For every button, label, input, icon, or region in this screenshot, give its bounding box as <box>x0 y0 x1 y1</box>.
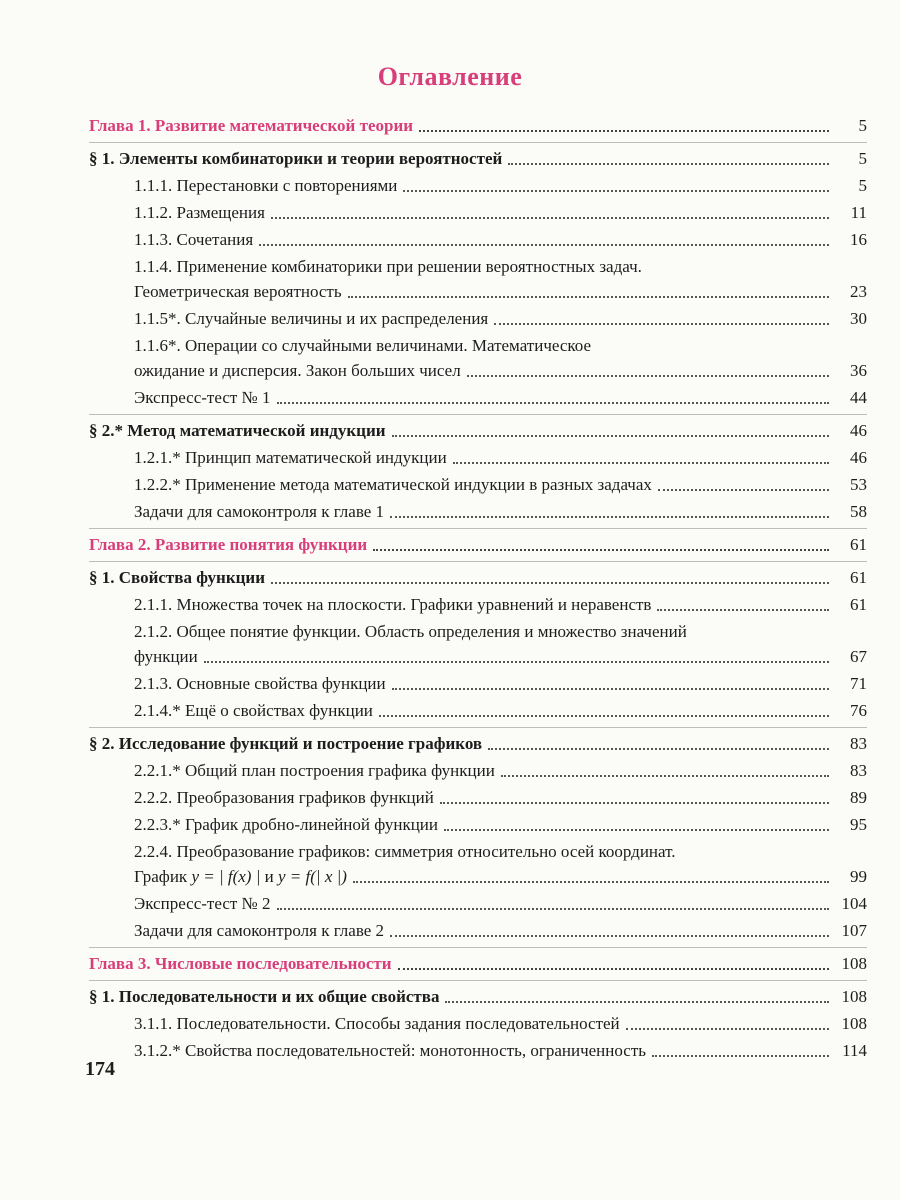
toc-page-number: 46 <box>850 448 867 467</box>
toc-page-number: 61 <box>850 568 867 587</box>
toc-section-1-1[interactable] <box>89 146 867 171</box>
toc-entry-text: 1.1.4. Применение комбинаторики при решении вероятностных задач. <box>134 257 642 276</box>
toc-page-number: 46 <box>850 421 867 440</box>
toc-entry-text: Экспресс-тест № 2 <box>134 894 271 913</box>
toc-item-2-2-4[interactable] <box>89 864 867 889</box>
toc-entry-text: 1.1.5*. Случайные величины и их распределения <box>134 309 489 328</box>
table-of-contents <box>89 113 867 1063</box>
toc-item-2-1-2[interactable] <box>89 644 867 669</box>
toc-entry-text: 1.1.1. Перестановки с повторениями <box>134 176 398 195</box>
toc-entry-text: 2.2.2. Преобразования графиков функций <box>134 788 434 807</box>
toc-entry-text: Экспресс-тест № 1 <box>134 388 271 407</box>
toc-page-number: 108 <box>841 987 867 1006</box>
conjunction: и <box>264 867 274 886</box>
dot-leader <box>277 402 829 404</box>
dot-leader <box>652 1055 829 1057</box>
toc-page-number: 95 <box>850 815 867 834</box>
toc-page-number: 83 <box>850 734 867 753</box>
toc-entry-text: 2.1.4.* Ещё о свойствах функции <box>134 701 373 720</box>
dot-leader <box>271 217 829 219</box>
toc-entry-text: § 1. Последовательности и их общие свойства <box>89 987 440 1006</box>
dot-leader <box>445 1001 829 1003</box>
toc-item-2-2-4-line1[interactable] <box>89 839 867 864</box>
toc-entry-text: § 2. Исследование функций и построение графиков <box>89 734 483 753</box>
toc-section-2-1[interactable] <box>89 565 867 590</box>
toc-page-number: 114 <box>842 1041 867 1060</box>
toc-entry-text: 2.1.3. Основные свойства функции <box>134 674 386 693</box>
dot-leader <box>657 609 829 611</box>
dot-leader <box>204 661 829 663</box>
toc-entry-text: Геометрическая вероятность <box>134 282 342 301</box>
toc-entry-text: 2.2.4. Преобразование графиков: симметрия относительно осей координат. <box>134 842 676 861</box>
divider <box>89 561 867 562</box>
toc-entry-text: Задачи для самоконтроля к главе 1 <box>134 502 385 521</box>
dot-leader <box>373 549 829 551</box>
toc-entry-text: 1.2.2.* Применение метода математической индукции в разных задачах <box>134 475 652 494</box>
toc-item-2-1-1[interactable] <box>89 592 867 617</box>
page-number: 174 <box>85 1058 115 1080</box>
toc-entry-text: 2.2.1.* Общий план построения графика функции <box>134 761 495 780</box>
toc-page-number: 107 <box>841 921 867 940</box>
divider <box>89 528 867 529</box>
toc-entry-text: ожидание и дисперсия. Закон больших чисел <box>134 361 461 380</box>
toc-page-number: 108 <box>841 954 867 973</box>
toc-item-2-1-4[interactable] <box>89 698 867 723</box>
toc-item-2-2-3[interactable] <box>89 812 867 837</box>
toc-express-test-1[interactable] <box>89 385 867 410</box>
toc-page-number: 89 <box>850 788 867 807</box>
toc-item-3-1-1[interactable] <box>89 1011 867 1036</box>
toc-page-number: 5 <box>858 116 867 135</box>
divider <box>89 727 867 728</box>
toc-entry-text: Глава 1. Развитие математической теории <box>89 116 414 135</box>
toc-page-number: 104 <box>841 894 867 913</box>
dot-leader <box>453 462 829 464</box>
divider <box>89 947 867 948</box>
toc-page-number: 5 <box>858 149 867 168</box>
toc-page-number: 83 <box>850 761 867 780</box>
dot-leader <box>392 435 829 437</box>
toc-entry-text: 1.1.6*. Операции со случайными величинами. Математическое <box>134 336 592 355</box>
toc-entry-text: Глава 3. Числовые последовательности <box>89 954 392 973</box>
dot-leader <box>494 323 829 325</box>
toc-entry-text: функции <box>134 647 198 666</box>
toc-entry-text <box>134 864 347 889</box>
toc-entry-text: 3.1.1. Последовательности. Способы задания последовательностей <box>134 1014 620 1033</box>
toc-entry-text: 2.1.2. Общее понятие функции. Область определения и множество значений <box>134 622 687 641</box>
dot-leader <box>444 829 829 831</box>
toc-item-1-1-4-line1[interactable] <box>89 254 867 279</box>
toc-page-number: 76 <box>850 701 867 720</box>
dot-leader <box>398 968 829 970</box>
toc-page-number: 5 <box>858 176 867 195</box>
toc-page-number: 44 <box>850 388 867 407</box>
toc-item-1-1-1[interactable] <box>89 173 867 198</box>
dot-leader <box>658 489 829 491</box>
dot-leader <box>392 688 829 690</box>
dot-leader <box>277 908 829 910</box>
toc-page-number: 16 <box>850 230 867 249</box>
toc-item-1-1-3[interactable] <box>89 227 867 252</box>
dot-leader <box>403 190 829 192</box>
divider <box>89 142 867 143</box>
dot-leader <box>626 1028 829 1030</box>
toc-item-1-1-5[interactable] <box>89 306 867 331</box>
toc-entry-text: 1.1.3. Сочетания <box>134 230 254 249</box>
dot-leader <box>390 935 829 937</box>
toc-page-number: 108 <box>841 1014 867 1033</box>
toc-self-check-2[interactable] <box>89 918 867 943</box>
toc-item-1-1-2[interactable] <box>89 200 867 225</box>
dot-leader <box>508 163 829 165</box>
toc-section-2-2[interactable] <box>89 731 867 756</box>
toc-item-2-1-3[interactable] <box>89 671 867 696</box>
dot-leader <box>353 881 829 883</box>
toc-page-number: 23 <box>850 282 867 301</box>
toc-item-1-1-6[interactable] <box>89 358 867 383</box>
toc-entry-text: § 1. Элементы комбинаторики и теории вероятностей <box>89 149 503 168</box>
toc-item-2-1-2-line1[interactable] <box>89 619 867 644</box>
toc-section-3-1[interactable] <box>89 984 867 1009</box>
toc-entry-text: § 2.* Метод математической индукции <box>89 421 386 440</box>
dot-leader <box>271 582 829 584</box>
dot-leader <box>348 296 829 298</box>
toc-item-1-2-1[interactable] <box>89 445 867 470</box>
toc-page-number: 30 <box>850 309 867 328</box>
toc-chapter-2[interactable] <box>89 532 867 557</box>
toc-page-number: 99 <box>850 867 867 886</box>
toc-page-number: 58 <box>850 502 867 521</box>
page-title: Оглавление <box>377 62 523 91</box>
toc-express-test-2[interactable] <box>89 891 867 916</box>
dot-leader <box>259 244 829 246</box>
toc-page-number: 61 <box>850 535 867 554</box>
toc-entry-text: 2.1.1. Множества точек на плоскости. Графики уравнений и неравенств <box>134 595 652 614</box>
toc-entry-text: 1.2.1.* Принцип математической индукции <box>134 448 447 467</box>
dot-leader <box>419 130 829 132</box>
toc-item-2-2-1[interactable] <box>89 758 867 783</box>
toc-page-number: 36 <box>850 361 867 380</box>
toc-entry-prefix: График <box>134 867 188 886</box>
toc-section-1-2[interactable] <box>89 418 867 443</box>
formula-abs-f: y = | f(x) | <box>191 867 261 886</box>
toc-self-check-1[interactable] <box>89 499 867 524</box>
toc-item-1-2-2[interactable] <box>89 472 867 497</box>
dot-leader <box>379 715 829 717</box>
dot-leader <box>488 748 829 750</box>
toc-item-1-1-6-line1[interactable] <box>89 333 867 358</box>
toc-item-3-1-2[interactable] <box>89 1038 867 1063</box>
toc-entry-text: 3.1.2.* Свойства последовательностей: монотонность, ограниченность <box>134 1041 647 1060</box>
dot-leader <box>440 802 829 804</box>
dot-leader <box>501 775 829 777</box>
toc-entry-text: Глава 2. Развитие понятия функции <box>89 535 368 554</box>
toc-item-1-1-4[interactable] <box>89 279 867 304</box>
toc-item-2-2-2[interactable] <box>89 785 867 810</box>
toc-entry-text: 2.2.3.* График дробно-линейной функции <box>134 815 438 834</box>
divider <box>89 414 867 415</box>
toc-chapter-1[interactable] <box>89 113 867 138</box>
formula-f-abs-x: y = f(| x |) <box>278 867 347 886</box>
divider <box>89 980 867 981</box>
toc-entry-text: Задачи для самоконтроля к главе 2 <box>134 921 385 940</box>
dot-leader <box>467 375 829 377</box>
toc-page-number: 71 <box>850 674 867 693</box>
toc-entry-text: § 1. Свойства функции <box>89 568 266 587</box>
toc-page-number: 61 <box>850 595 867 614</box>
toc-page-number: 53 <box>850 475 867 494</box>
toc-chapter-3[interactable] <box>89 951 867 976</box>
toc-entry-text: 1.1.2. Размещения <box>134 203 265 222</box>
toc-page-number: 11 <box>850 203 867 222</box>
dot-leader <box>390 516 829 518</box>
toc-page-number: 67 <box>850 647 867 666</box>
